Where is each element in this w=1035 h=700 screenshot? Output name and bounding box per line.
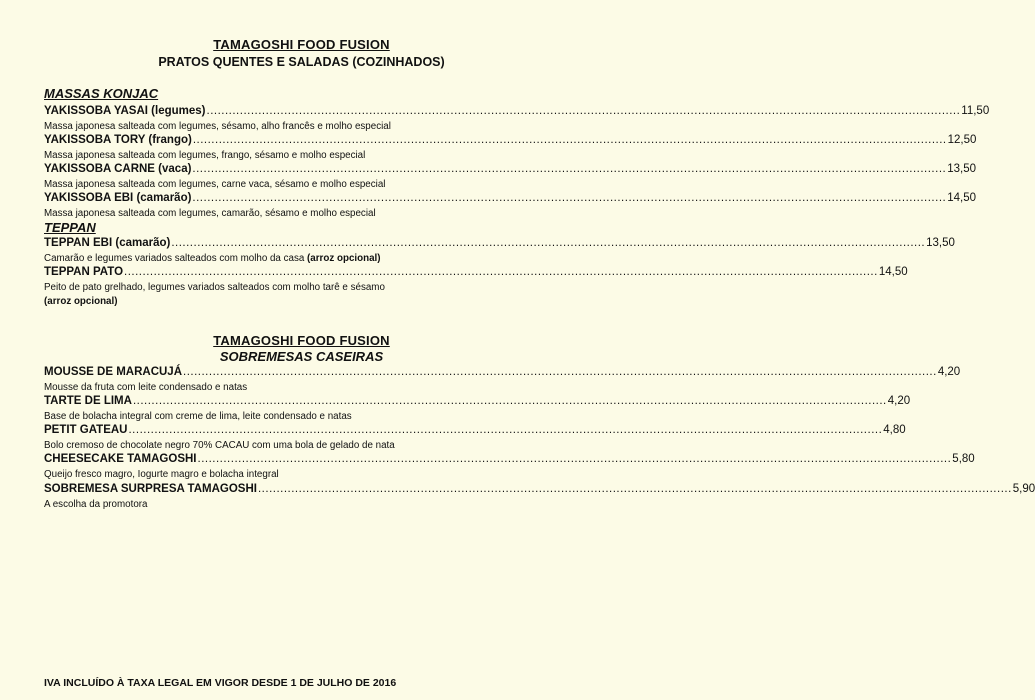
tax-footer: IVA INCLUÍDO À TAXA LEGAL EM VIGOR DESDE 1 DE JULHO DE 2016 <box>44 677 397 689</box>
menu-title: TAMAGOSHI FOOD FUSION <box>213 37 390 52</box>
item-description: Massa japonesa salteada com legumes, frango, sésamo e molho especial <box>44 150 366 161</box>
item-name: CHEESECAKE TAMAGOSHI <box>44 453 197 465</box>
leader-dots: ............................................................................................................................................................................................................ <box>197 453 952 465</box>
item-price: 4,20 <box>887 395 911 407</box>
menu-item <box>44 237 955 249</box>
menu-item <box>44 366 961 378</box>
item-price: 5,90 <box>1012 483 1035 495</box>
item-description: Mousse da fruta com leite condensado e natas <box>44 382 248 393</box>
category-teppan: TEPPAN <box>44 220 96 235</box>
leader-dots: ............................................................................................................................................................................................................ <box>124 266 878 278</box>
menu-item <box>44 483 1035 495</box>
menu-item <box>44 134 977 146</box>
item-description-note: (arroz opcional) <box>44 296 118 307</box>
item-price: 4,20 <box>937 366 961 378</box>
item-name: TEPPAN PATO <box>44 266 124 278</box>
item-description: Queijo fresco magro, Iogurte magro e bolacha integral <box>44 469 279 480</box>
item-name: TARTE DE LIMA <box>44 395 132 407</box>
item-name: SOBREMESA SURPRESA TAMAGOSHI <box>44 483 257 495</box>
menu-item <box>44 266 908 278</box>
leader-dots: ............................................................................................................................................................................................................ <box>183 366 937 378</box>
menu-item <box>44 105 990 117</box>
item-price: 4,80 <box>883 424 906 436</box>
item-price: 12,50 <box>947 134 977 146</box>
leader-dots: ............................................................................................................................................................................................................ <box>206 105 961 117</box>
item-description: Peito de pato grelhado, legumes variados salteados com molho tarê e sésamo <box>44 282 385 293</box>
leader-dots: ............................................................................................................................................................................................................ <box>128 424 883 436</box>
category-massas: MASSAS KONJAC <box>44 86 159 101</box>
menu-item <box>44 424 906 436</box>
item-price: 11,50 <box>961 105 990 117</box>
item-name: YAKISSOBA TORY (frango) <box>44 134 192 146</box>
menu-subtitle: PRATOS QUENTES E SALADAS (COZINHADOS) <box>158 55 445 69</box>
item-description: Massa japonesa salteada com legumes, camarão, sésamo e molho especial <box>44 208 376 219</box>
item-name: TEPPAN EBI (camarão) <box>44 237 171 249</box>
dessert-title: TAMAGOSHI FOOD FUSION <box>213 333 390 348</box>
menu-item <box>44 163 976 175</box>
item-name: PETIT GATEAU <box>44 424 128 436</box>
item-description: A escolha da promotora <box>44 499 148 510</box>
item-description: Base de bolacha integral com creme de lima, leite condensado e natas <box>44 411 352 422</box>
item-price: 5,80 <box>952 453 975 465</box>
item-name: YAKISSOBA YASAI (legumes) <box>44 105 206 117</box>
item-description: Camarão e legumes variados salteados com molho da casa (arroz opcional) <box>44 253 381 264</box>
leader-dots: ............................................................................................................................................................................................................ <box>171 237 926 249</box>
item-name: YAKISSOBA EBI (camarão) <box>44 192 192 204</box>
menu-item <box>44 453 975 465</box>
item-description: Massa japonesa salteada com legumes, sésamo, alho francês e molho especial <box>44 121 391 132</box>
menu-item <box>44 395 911 407</box>
item-price: 14,50 <box>947 192 976 204</box>
dessert-subtitle: SOBREMESAS CASEIRAS <box>219 349 384 364</box>
item-name: YAKISSOBA CARNE (vaca) <box>44 163 192 175</box>
item-price: 13,50 <box>947 163 976 175</box>
leader-dots: ............................................................................................................................................................................................................ <box>257 483 1012 495</box>
item-price: 13,50 <box>926 237 955 249</box>
item-name: MOUSSE DE MARACUJÁ <box>44 366 183 378</box>
item-description: Bolo cremoso de chocolate negro 70% CACAU com uma bola de gelado de nata <box>44 440 395 451</box>
item-price: 14,50 <box>878 266 908 278</box>
leader-dots: ............................................................................................................................................................................................................ <box>132 395 887 407</box>
leader-dots: ............................................................................................................................................................................................................ <box>192 192 947 204</box>
leader-dots: ............................................................................................................................................................................................................ <box>192 134 947 146</box>
menu-item <box>44 192 976 204</box>
item-description: Massa japonesa salteada com legumes, carne vaca, sésamo e molho especial <box>44 179 386 190</box>
leader-dots: ............................................................................................................................................................................................................ <box>192 163 947 175</box>
